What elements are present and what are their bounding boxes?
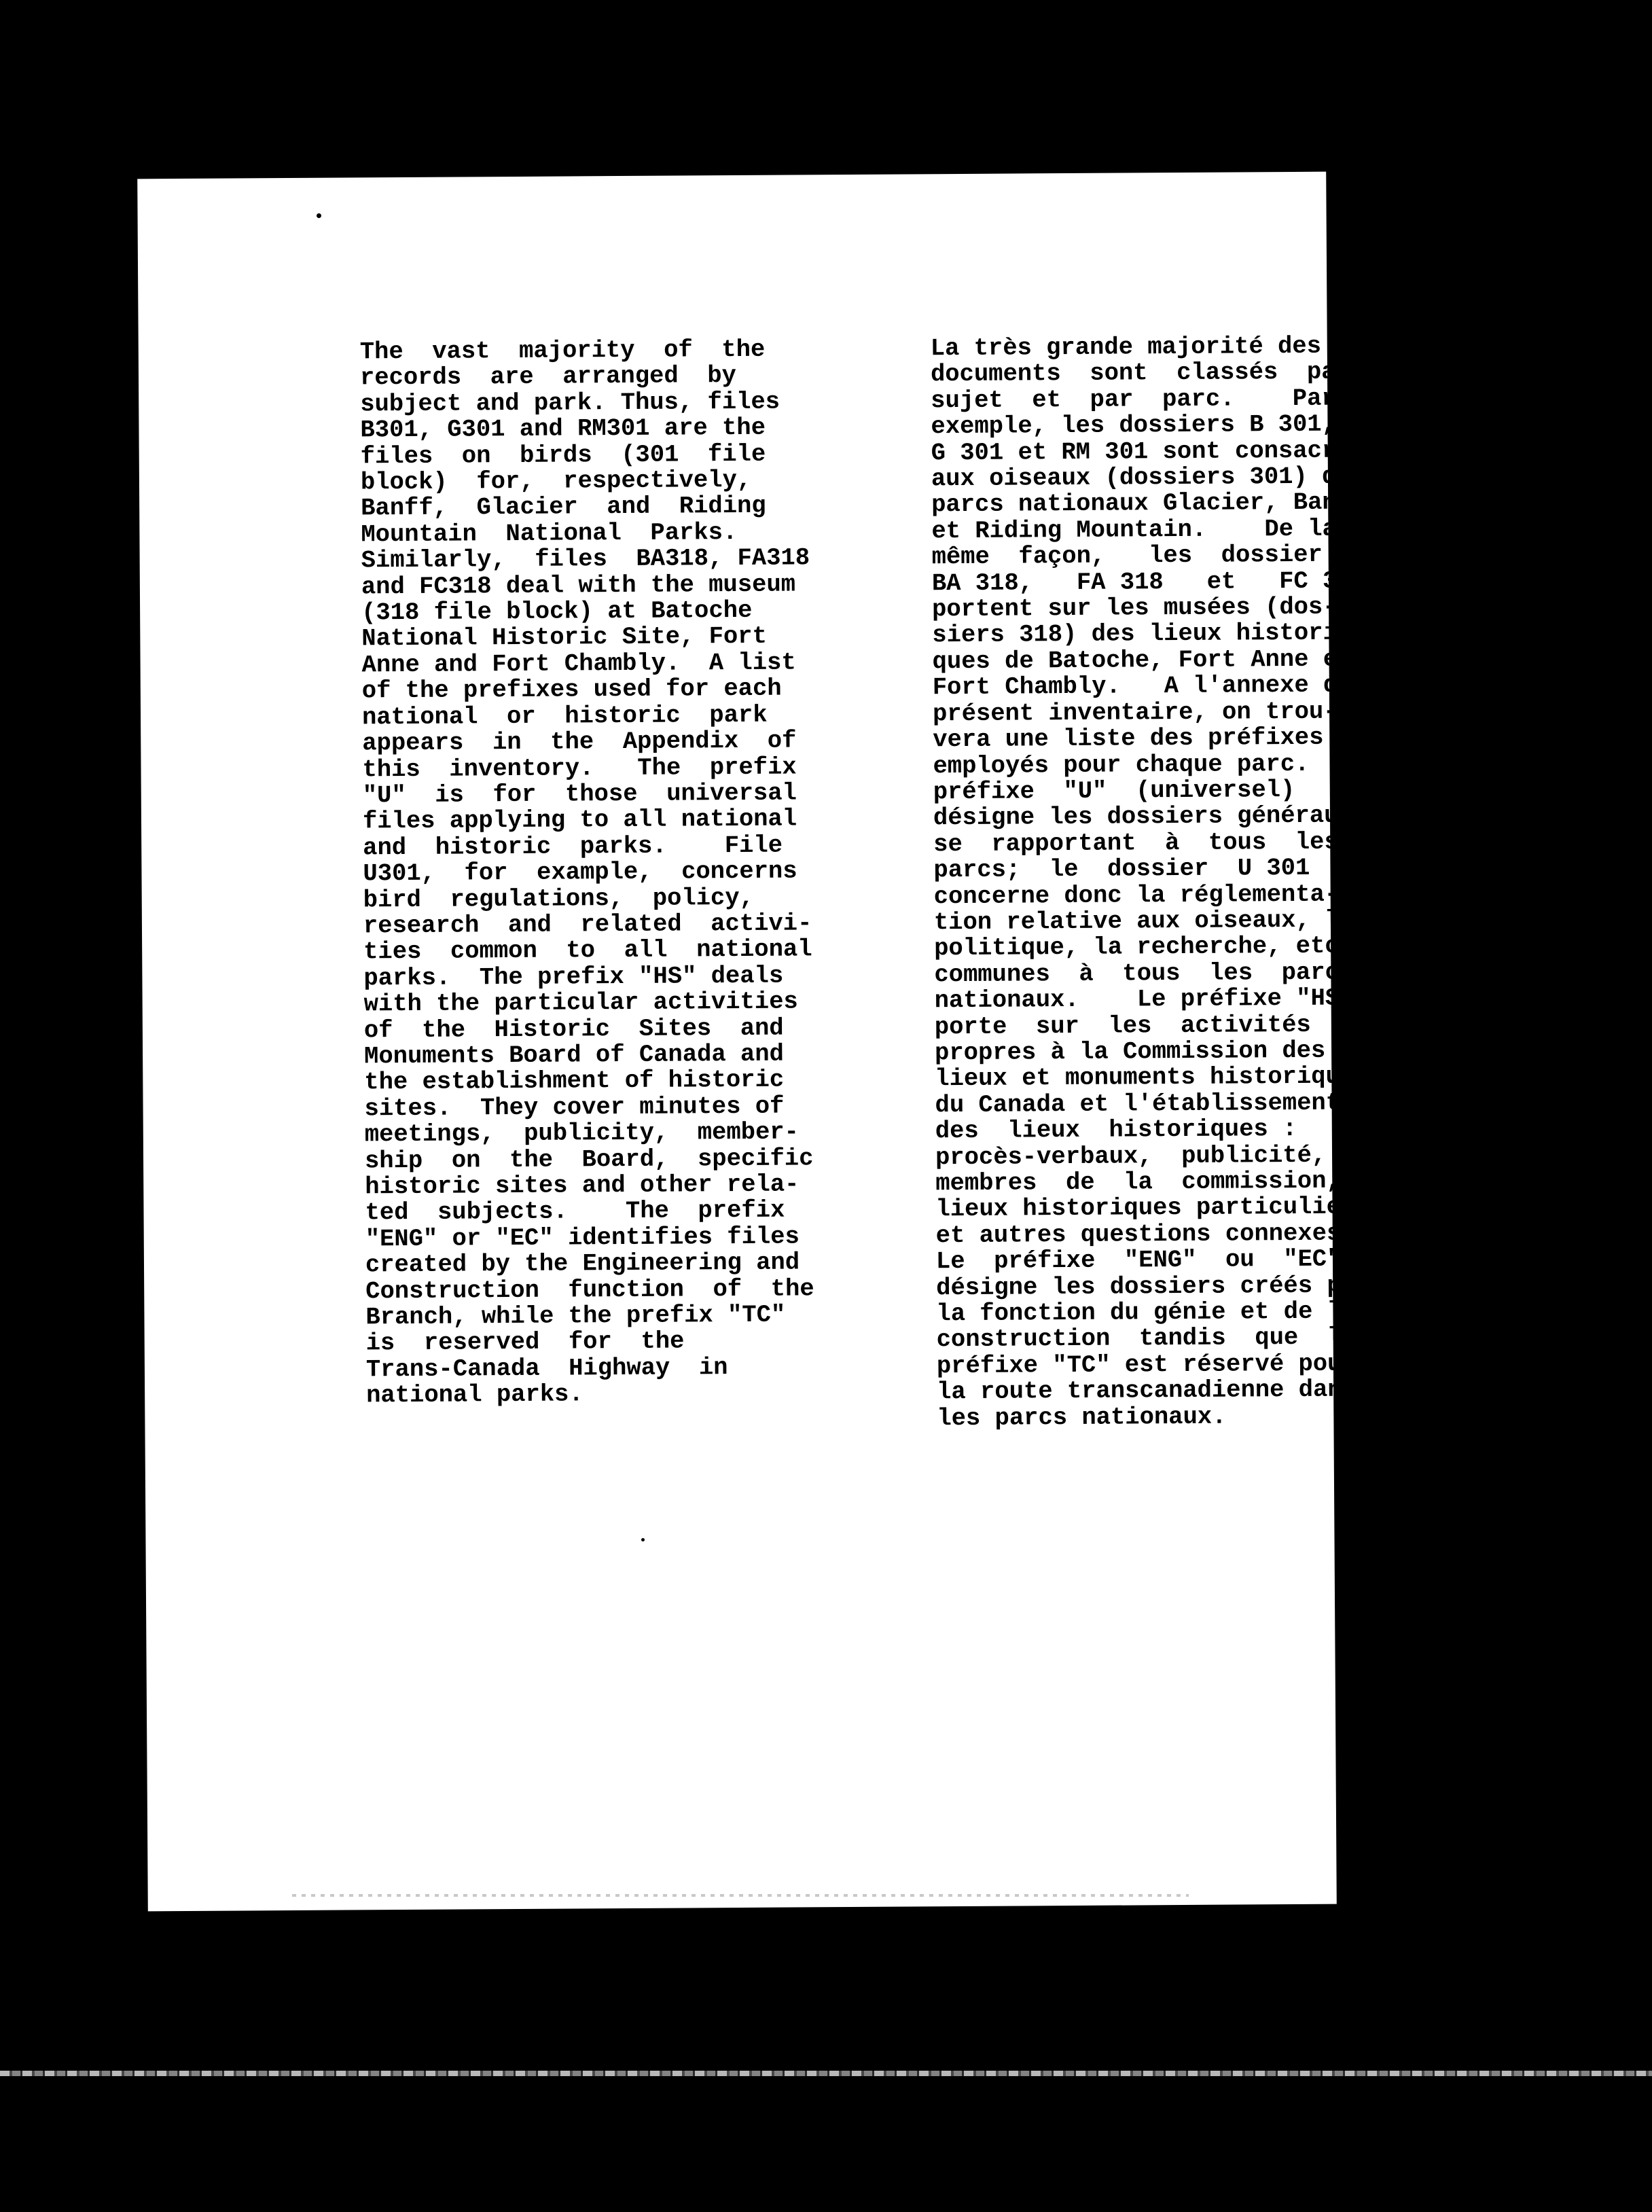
text-line: created by the Engineering and xyxy=(365,1248,800,1279)
text-line: is reserved for the xyxy=(365,1327,685,1357)
text-line: appears in the Appendix of xyxy=(362,726,797,757)
text-line: bird regulations, policy, xyxy=(363,883,755,914)
text-line: national or historic park xyxy=(361,700,768,732)
text-line: block) for, respectively, xyxy=(360,465,752,497)
text-line: Fort Chambly. A l'annexe du xyxy=(932,671,1352,702)
text-line: parks. The prefix "HS" deals xyxy=(363,961,784,993)
text-line: documents sont classés par xyxy=(930,357,1350,389)
text-line: La très grande majorité des xyxy=(930,332,1322,363)
text-line: préfixe "TC" est réservé pour xyxy=(936,1349,1357,1380)
text-line: Branch, while the prefix "TC" xyxy=(365,1300,786,1332)
scan-artifact xyxy=(292,1894,1189,1897)
text-line: construction tandis que le xyxy=(936,1323,1357,1354)
scan-artifact xyxy=(0,2071,1652,2076)
text-line: with the particular activities xyxy=(363,987,798,1018)
text-line: ques de Batoche, Fort Anne et xyxy=(932,645,1352,676)
document-page xyxy=(137,172,1371,1912)
text-line: des lieux historiques : xyxy=(935,1115,1297,1145)
text-line: G 301 et RM 301 sont consacrés xyxy=(931,435,1365,467)
text-line: désigne les dossiers créés par xyxy=(936,1270,1371,1302)
text-line: du Canada et l'établissement xyxy=(935,1088,1341,1120)
text-line: "U" is for those universal xyxy=(362,779,797,810)
text-line: Construction function of the xyxy=(365,1274,814,1305)
text-line: and FC318 deal with the museum xyxy=(361,570,796,601)
text-line: files applying to all national xyxy=(362,804,797,836)
text-line: employés pour chaque parc. Le xyxy=(933,749,1367,780)
text-line: désigne les dossiers généraux xyxy=(933,801,1353,832)
text-line: BA 318, FA 318 et FC 318 xyxy=(931,566,1367,597)
text-line: politique, la recherche, etc., xyxy=(934,931,1369,963)
text-line: of the Historic Sites and xyxy=(363,1014,784,1044)
text-line: se rapportant à tous les xyxy=(933,827,1339,858)
text-line: communes à tous les parcs xyxy=(934,958,1354,988)
text-line: ties common to all national xyxy=(363,935,812,966)
text-line: (318 file block) at Batoche xyxy=(361,596,753,627)
text-line: Mountain National Parks. xyxy=(361,518,738,549)
text-line: national parks. xyxy=(366,1380,583,1410)
text-line: "ENG" or "EC" identifies files xyxy=(365,1222,800,1253)
text-line: subject and park. Thus, files xyxy=(360,387,780,418)
text-line: Trans-Canada Highway in xyxy=(365,1353,728,1384)
text-line: the establishment of historic xyxy=(364,1065,785,1096)
dust-speck xyxy=(317,213,321,218)
text-line: sites. They cover minutes of xyxy=(364,1092,785,1123)
text-line: porte sur les activités xyxy=(934,1010,1311,1041)
text-line: propres à la Commission des xyxy=(934,1036,1326,1067)
text-line: historic sites and other rela- xyxy=(365,1170,800,1201)
text-line: records are arranged by xyxy=(359,361,737,392)
text-line: lieux et monuments historiques xyxy=(935,1062,1369,1093)
text-line: procès-verbaux, publicité, xyxy=(935,1141,1327,1171)
text-line: aux oiseaux (dossiers 301) des xyxy=(931,462,1366,493)
dust-speck xyxy=(1369,207,1373,210)
text-line: files on birds (301 file xyxy=(360,440,766,470)
text-line: meetings, publicity, member- xyxy=(364,1118,800,1149)
text-line: préfixe "U" (universel) xyxy=(933,775,1295,806)
text-line: et autres questions connexes. xyxy=(935,1219,1356,1250)
text-line: présent inventaire, on trou- xyxy=(932,697,1338,728)
text-line: même façon, les dossier xyxy=(931,540,1323,571)
text-line: les parcs nationaux. xyxy=(937,1402,1227,1432)
text-line: of the prefixes used for each xyxy=(361,674,782,705)
text-line: portent sur les musées (dos- xyxy=(931,592,1337,624)
text-line: vera une liste des préfixes xyxy=(933,723,1324,754)
text-line: la route transcanadienne dans xyxy=(937,1375,1357,1406)
text-line: this inventory. The prefix xyxy=(362,752,797,783)
text-line: nationaux. Le préfixe "HS" xyxy=(934,984,1354,1015)
text-line: Banff, Glacier and Riding xyxy=(361,492,766,522)
text-line: Similarly, files BA318, FA318 xyxy=(361,543,810,575)
text-line: ted subjects. The prefix xyxy=(365,1196,785,1227)
english-column xyxy=(360,336,815,1409)
text-line: B301, G301 and RM301 are the xyxy=(360,413,766,444)
text-line: membres de la commission, xyxy=(935,1166,1341,1198)
text-line: ship on the Board, specific xyxy=(364,1143,814,1175)
text-line: exemple, les dossiers B 301, xyxy=(931,410,1337,441)
text-line: et Riding Mountain. De la xyxy=(931,514,1337,546)
text-line: concerne donc la réglementa- xyxy=(933,880,1340,910)
dust-speck xyxy=(1603,1591,1606,1594)
text-line: sujet et par parc. Par xyxy=(931,384,1336,415)
text-line: The vast majority of the xyxy=(359,335,766,366)
text-line: siers 318) des lieux histori- xyxy=(932,618,1352,649)
text-line: and historic parks. File xyxy=(363,831,783,862)
text-line: National Historic Site, Fort xyxy=(361,622,767,653)
text-line: parcs; le dossier U 301 xyxy=(933,853,1310,885)
text-line: la fonction du génie et de la xyxy=(936,1297,1357,1328)
text-line: Anne and Fort Chambly. A list xyxy=(361,648,796,679)
text-line: lieux historiques particuliers xyxy=(935,1192,1370,1224)
dust-speck xyxy=(641,1538,645,1541)
french-column xyxy=(931,333,1371,1431)
text-line: Monuments Board of Canada and xyxy=(363,1039,785,1071)
text-line: research and related activi- xyxy=(363,909,812,940)
text-line: tion relative aux oiseaux, la xyxy=(933,906,1354,937)
text-line: Le préfixe "ENG" ou "EC" xyxy=(935,1245,1342,1276)
text-line: parcs nationaux Glacier, Banff xyxy=(931,488,1366,519)
text-line: U301, for example, concerns xyxy=(363,857,797,888)
